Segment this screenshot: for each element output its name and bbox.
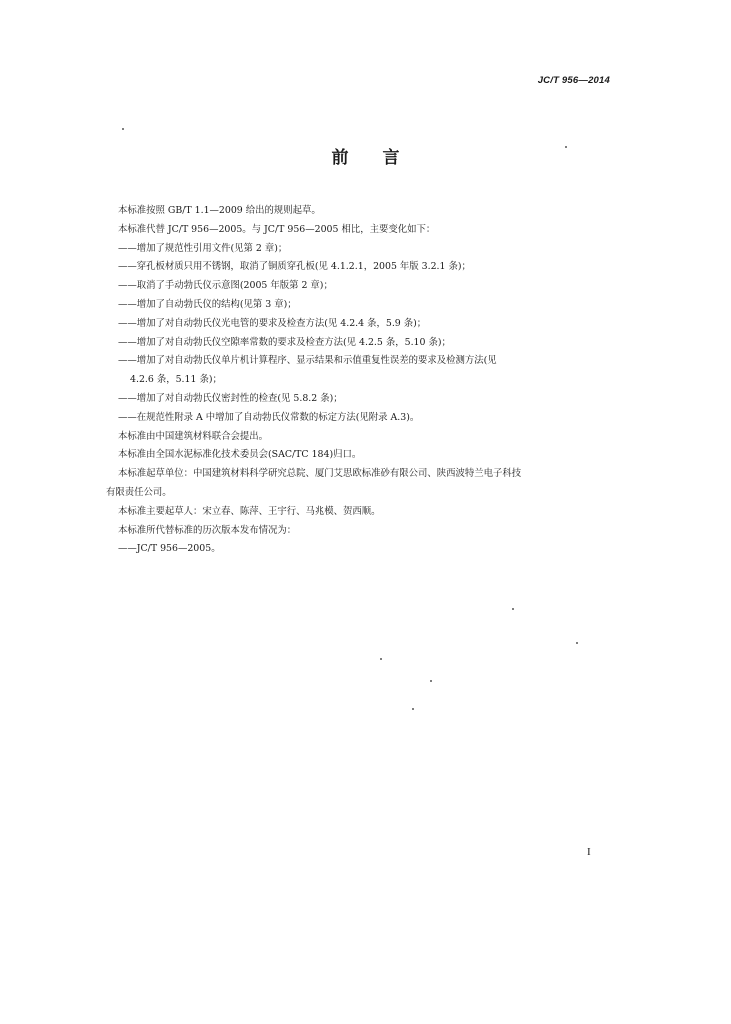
scan-speck [430,680,432,682]
foreword-body [106,202,612,559]
scan-speck [576,642,578,644]
paragraph: 本标准代替 JC/T 956—2005。与 JC/T 956—2005 相比，主要变化如下： [118,223,436,235]
scan-speck [565,146,567,148]
change-item: ——在规范性附录 A 中增加了自动勃氏仪常数的标定方法(见附录 A.3)。 [118,411,420,423]
change-item: ——增加了对自动勃氏仪光电管的要求及检查方法(见 4.2.4 条，5.9 条)； [118,317,427,329]
paragraph: 本标准由中国建筑材料联合会提出。 [118,430,269,442]
scan-speck [380,658,382,660]
paragraph: 本标准按照 GB/T 1.1—2009 给出的规则起草。 [118,205,321,216]
paragraph: 本标准起草单位：中国建筑材料科学研究总院、厦门艾思欧标准砂有限公司、陕西波特兰电子科技 [118,468,522,480]
change-item: ——增加了对自动勃氏仪单片机计算程序、显示结果和示值重复性误差的要求及检测方法(见 [118,355,497,367]
change-item: ——增加了自动勃氏仪的结构(见第 3 章)； [118,298,297,310]
scan-speck [122,128,124,130]
change-item: ——增加了规范性引用文件(见第 2 章)； [118,242,288,254]
scan-speck [512,608,514,610]
change-item-continuation: 4.2.6 条，5.11 条)； [130,374,222,386]
change-item: ——增加了对自动勃氏仪空隙率常数的要求及检查方法(见 4.2.5 条，5.10 条)； [118,336,451,348]
change-item: ——穿孔板材质只用不锈钢，取消了铜质穿孔板(见 4.1.2.1，2005 年版 3.2.1 条)； [118,261,471,273]
paragraph: 本标准所代替标准的历次版本发布情况为： [118,524,297,536]
paragraph: 本标准由全国水泥标准化技术委员会(SAC/TC 184)归口。 [118,449,362,461]
change-item: ——取消了手动勃氏仪示意图(2005 年版第 2 章)； [118,280,333,292]
scan-speck [412,708,414,710]
page-number: I [587,846,591,858]
change-item: ——增加了对自动勃氏仪密封性的检查(见 5.8.2 条)； [118,392,343,404]
paragraph: 本标准主要起草人：宋立春、陈萍、王宇行、马兆模、贺西顺。 [118,505,381,517]
page-title: 前言 [331,148,434,168]
version-item: ——JC/T 956—2005。 [118,543,221,555]
document-code: JC/T 956—2014 [537,75,610,86]
paragraph-continuation: 有限责任公司。 [106,486,172,498]
